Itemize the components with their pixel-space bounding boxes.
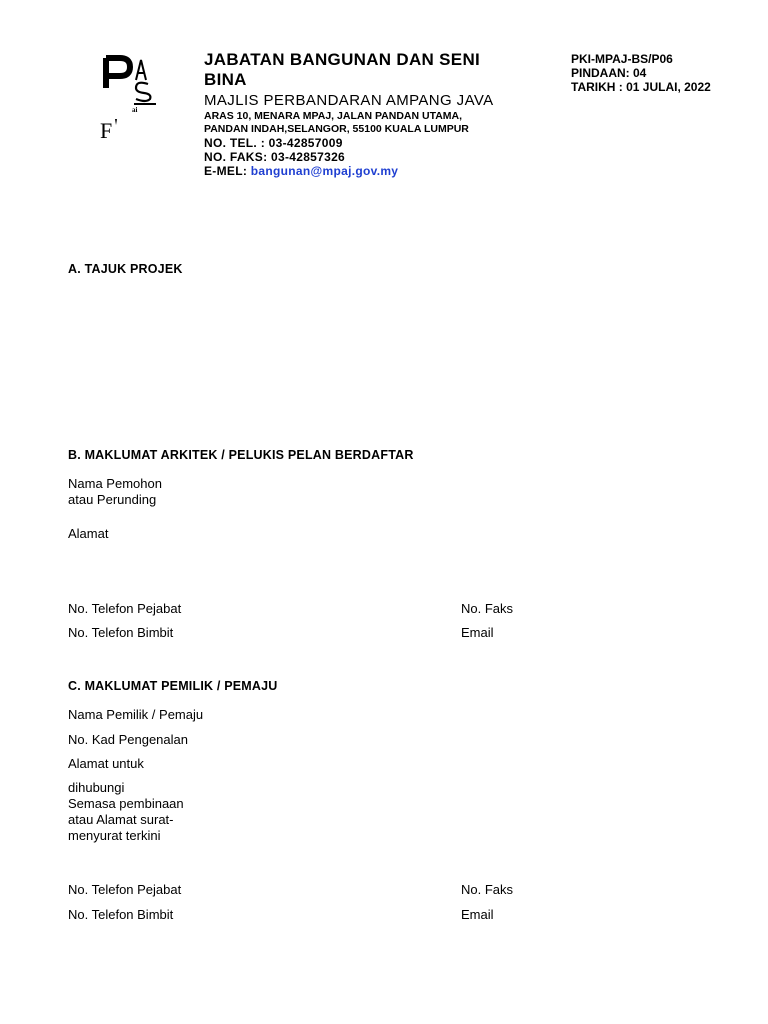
telephone-number: NO. TEL. : 03-42857009 [204, 136, 343, 150]
council-address [204, 110, 469, 136]
owner-address-line4: atau Alamat surat- [68, 812, 174, 827]
council-contact [204, 136, 398, 178]
owner-fax-label: No. Faks [461, 882, 514, 897]
section-a-heading: A. TAJUK PROJEK [68, 262, 183, 276]
document-code: PKI-MPAJ-BS/P06 [571, 52, 673, 66]
applicant-name-label [68, 476, 162, 508]
owner-address-line5: menyurat terkini [68, 828, 161, 843]
document-amendment: PINDAAN: 04 [571, 66, 647, 80]
mpaj-logo-icon [96, 48, 166, 144]
owner-email-label: Email [461, 907, 494, 922]
department-name [204, 50, 524, 90]
section-c-heading: C. MAKLUMAT PEMILIK / PEMAJU [68, 679, 278, 693]
applicant-line2: atau Perunding [68, 492, 157, 507]
document-reference [571, 52, 711, 94]
applicant-line1: Nama Pemohon [68, 476, 162, 491]
owner-name-label: Nama Pemilik / Pemaju [68, 707, 204, 722]
owner-address-label: Alamat untuk [68, 756, 144, 771]
architect-email-label: Email [461, 625, 494, 640]
owner-mobile-phone-label: No. Telefon Bimbit [68, 907, 174, 922]
document-date: TARIKH : 01 JULAI, 2022 [571, 80, 711, 94]
owner-office-phone-label: No. Telefon Pejabat [68, 882, 182, 897]
email-row [204, 164, 398, 178]
address-line1: ARAS 10, MENARA MPAJ, JALAN PANDAN UTAMA, [204, 110, 463, 122]
section-b-heading: B. MAKLUMAT ARKITEK / PELUKIS PELAN BERDAFTAR [68, 448, 414, 462]
architect-fax-label: No. Faks [461, 601, 514, 616]
owner-address-line2: dihubungi [68, 780, 125, 795]
architect-mobile-phone-label: No. Telefon Bimbit [68, 625, 174, 640]
owner-address-description [68, 780, 184, 844]
fax-number: NO. FAKS: 03-42857326 [204, 150, 346, 164]
svg-text:F: F [100, 118, 113, 143]
address-line2: PANDAN INDAH,SELANGOR, 55100 KUALA LUMPUR [204, 123, 469, 135]
email-label: E-MEL: [204, 164, 248, 178]
council-logo [96, 48, 166, 144]
architect-address-label: Alamat [68, 526, 109, 541]
svg-text:ai: ai [132, 106, 138, 114]
department-line2: BINA [204, 70, 247, 89]
department-line1: JABATAN BANGUNAN DAN SENI [204, 50, 481, 69]
email-link[interactable]: bangunan@mpaj.gov.my [250, 164, 399, 178]
architect-office-phone-label: No. Telefon Pejabat [68, 601, 182, 616]
council-name: MAJLIS PERBANDARAN AMPANG JAVA [204, 92, 494, 109]
ic-number-label: No. Kad Pengenalan [68, 732, 188, 747]
owner-address-line3: Semasa pembinaan [68, 796, 184, 811]
